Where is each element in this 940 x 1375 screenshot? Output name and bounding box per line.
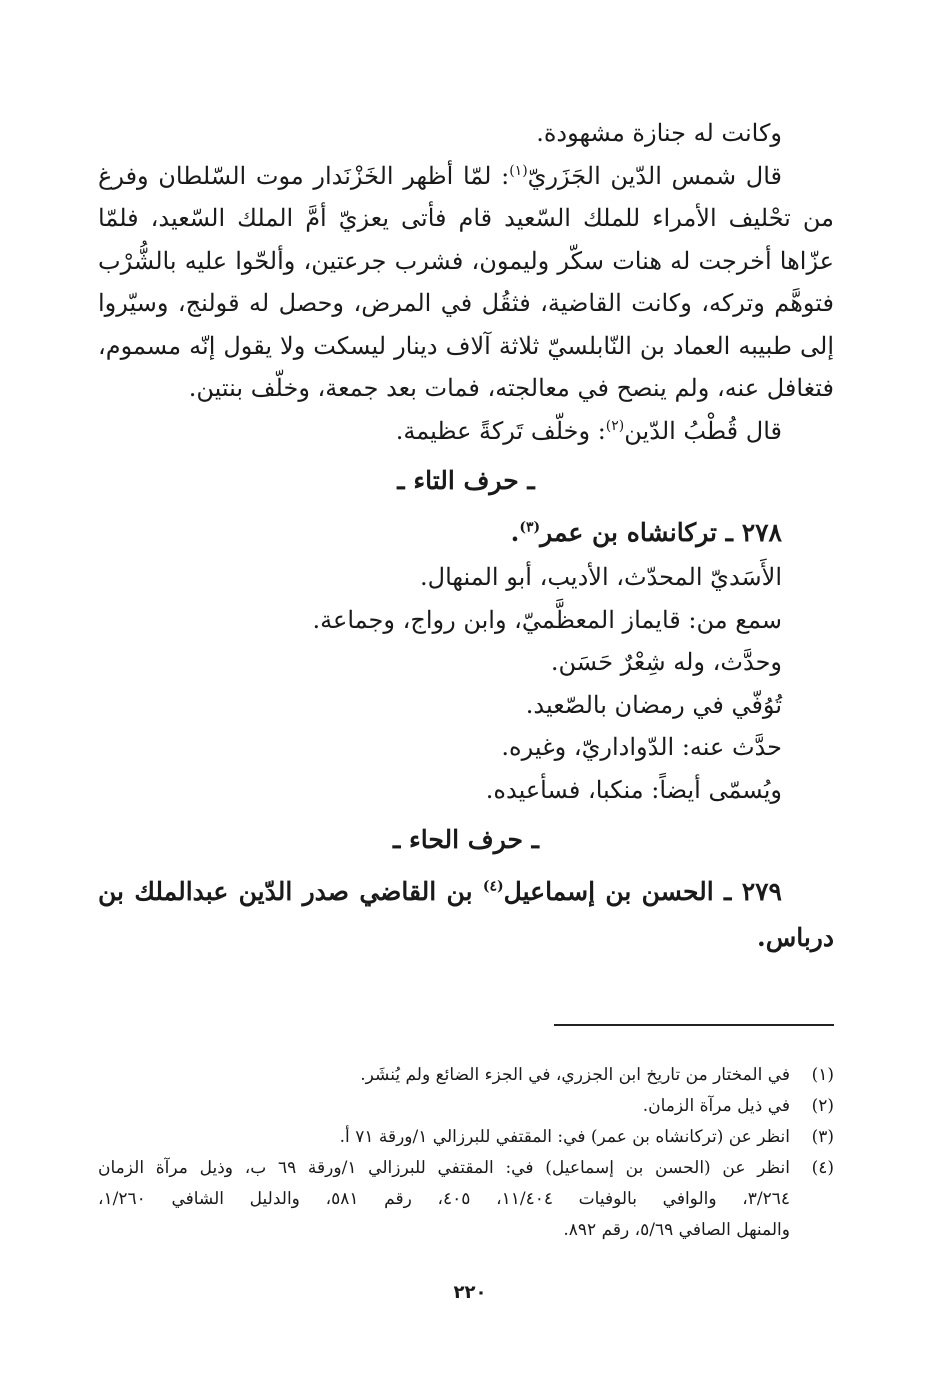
footnote-number: (٤)	[811, 1158, 834, 1178]
entry-title-rest: بن القاضي صدر الدّين عبدالملك بن	[98, 877, 473, 906]
entry-278-line: تُوُفّي في رمضان بالصّعيد.	[525, 690, 782, 719]
footnote-text: في المختار من تاريخ ابن الجزري، في الجزء الضائع ولم يُنشَر.	[360, 1065, 790, 1085]
footnote-ref-1: (١)	[509, 162, 528, 179]
entry-title: ٢٧٨ ـ تركانشاه بن عمر	[540, 518, 782, 547]
footnote-number: (١)	[811, 1065, 834, 1085]
page-number: ٢٢٠	[453, 1282, 487, 1303]
footnotes	[98, 1060, 834, 1246]
footnote-1	[98, 1060, 834, 1091]
footnote-4	[98, 1153, 834, 1246]
footnote-ref-2: (٢)	[605, 417, 625, 434]
paragraph-jazari-line-2: من تحْليف الأمراء للملك السّعيد قام فأتى يعزيّ أمَّ الملك السّعيد، فلمّا	[98, 204, 834, 232]
footnote-ref-4: (٤)	[482, 878, 504, 895]
footnote-3	[98, 1122, 834, 1153]
paragraph-jazari-line-3: عزّاها أخرجت له هنات سكّر وليمون، فشرب جرعتين، وألحّوا عليه بالشُّرْب	[98, 246, 834, 275]
section-heading-ta: ـ حرف التاء ـ	[397, 466, 535, 495]
footnote-text: انظر عن (تركانشاه بن عمر) في: المقتفي للبرزالي ١/ورقة ٧١ أ.	[339, 1127, 790, 1147]
page-body	[98, 112, 834, 961]
footnote-separator	[554, 1024, 834, 1026]
paragraph-continuation: : لمّا أظهر الخَزْنَدار موت السّلطان وفرغ	[98, 161, 510, 190]
footnote-2	[98, 1091, 834, 1122]
section-heading-ha: ـ حرف الحاء ـ	[393, 825, 539, 854]
entry-title-end: .	[510, 518, 520, 547]
paragraph-jazari-line-1	[98, 155, 834, 198]
footnote-text: في ذيل مرآة الزمان.	[642, 1096, 790, 1116]
entry-278-line: حدَّث عنه: الدّواداريّ، وغيره.	[501, 733, 782, 761]
entry-278-line: ويُسمّى أيضاً: منكبا، فسأعيده.	[485, 775, 782, 804]
entry-278-line: وحدَّث، وله شِعْرٌ حَسَن.	[550, 648, 782, 676]
entry-279-line-2: درباس.	[756, 923, 834, 952]
entry-title: ٢٧٩ ـ الحسن بن إسماعيل	[503, 877, 782, 906]
paragraph-start: قال شمس الدّين الجَزَريّ	[527, 161, 782, 190]
paragraph-qutb	[98, 410, 834, 453]
paragraph-jazari-line-4: فتوهَّم وتركه، وكانت القاضية، فثقُل في المرض، وحصل له قولنج، وسيّروا	[98, 289, 834, 317]
footnote-text: ٣/٢٦٤، والوافي بالوفيات ١١/٤٠٤، ٤٠٥، رقم ٥٨١، والدليل الشافي ١/٢٦٠،	[98, 1189, 790, 1209]
footnote-text: والمنهل الصافي ٥/٦٩، رقم ٨٩٢.	[563, 1220, 790, 1240]
entry-279-title	[98, 869, 834, 915]
paragraph-jazari-line-5: إلى طبيبه العماد بن النّابلسيّ ثلاثة آلاف دينار ليسكت ولا يقول إنّه مسموم،	[98, 331, 834, 360]
footnote-number: (٣)	[811, 1127, 834, 1147]
paragraph-start: قال قُطْبُ الدّين	[624, 416, 782, 445]
entry-278-title	[98, 510, 834, 556]
paragraph-continuation: : وخلّف تَركةً عظيمة.	[395, 416, 606, 445]
footnote-number: (٢)	[811, 1096, 834, 1116]
text-line: وكانت له جنازة مشهودة.	[536, 119, 782, 147]
entry-278-line: الأَسَديّ المحدّث، الأديب، أبو المنهال.	[420, 563, 782, 591]
footnote-text: انظر عن (الحسن بن إسماعيل) في: المقتفي للبرزالي ١/ورقة ٦٩ ب، وذيل مرآة الزمان	[98, 1158, 790, 1178]
paragraph-jazari-line-6: فتغافل عنه، ولم ينصح في معالجته، فمات بعد جمعة، وخلّف بنتين.	[188, 374, 834, 402]
entry-278-line: سمع من: قايماز المعظَّميّ، وابن رواج، وجماعة.	[312, 605, 782, 634]
footnote-ref-3: (٣)	[519, 519, 541, 536]
